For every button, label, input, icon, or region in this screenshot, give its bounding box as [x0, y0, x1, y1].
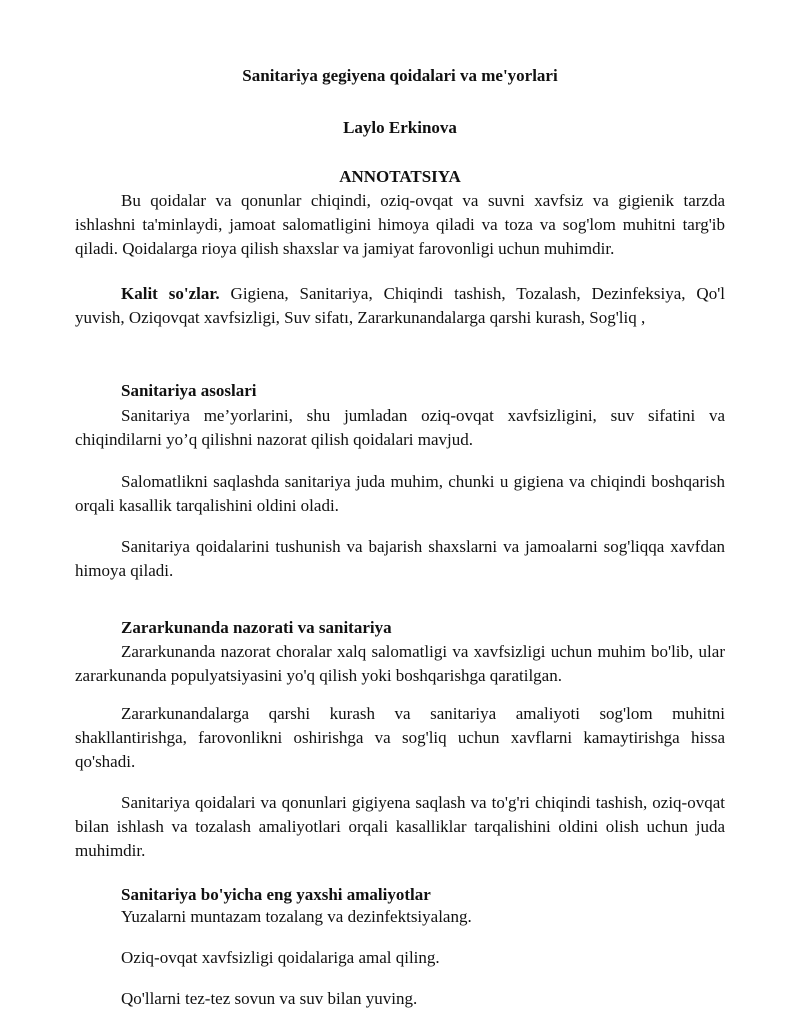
list-item: Yuzalarni muntazam tozalang va dezinfektsiyalang. [121, 907, 472, 926]
section-heading: Sanitariya bo'yicha eng yaxshi amaliyotlar [121, 885, 431, 904]
section-paragraph: Salomatlikni saqlashda sanitariya juda muhim, chunki u gigiena va chiqindi boshqarish orqali kasallik tarqalishini oldini oladi. [75, 472, 725, 515]
section-paragraph: Sanitariya qoidalarini tushunish va bajarish shaxslarni va jamoalarni sog'liqqa xavfdan himoya qiladi. [75, 537, 725, 580]
section-paragraph: Sanitariya me’yorlarini, shu jumladan oziq-ovqat xavfsizligini, suv sifatini va chiqindilarni yo’q qilishni nazorat qilish qoidalari mavjud. [75, 406, 725, 449]
keywords-paragraph [75, 282, 725, 330]
author-name: Laylo Erkinova [343, 118, 457, 137]
section-paragraph: Sanitariya qoidalari va qonunlari gigiyena saqlash va to'g'ri chiqindi tashish, oziq-ovqat bilan ishlash va tozalash amaliyotlari orqali kasalliklar tarqalishini oldini olish uchun juda muhimdir. [75, 793, 725, 860]
section-paragraph: Zararkunanda nazorat choralar xalq salomatligi va xavfsizligi uchun muhim bo'lib, ular zararkunanda populyatsiyasini yo'q qilish yoki boshqarishga qaratilgan. [75, 642, 725, 685]
keywords-text: Gigiena, Sanitariya, Chiqindi tashish, Tozalash, Dezinfeksiya, Qo'l yuvish, Oziqovqat xavfsizligi, Suv sifatı, Zararkunandalarga qarshi kurash, Sog'liq , [75, 284, 725, 327]
list-item: Qo'llarni tez-tez sovun va suv bilan yuving. [121, 989, 418, 1008]
section-paragraph: Zararkunandalarga qarshi kurash va sanitariya amaliyoti sog'lom muhitni shakllantirishga, farovonlikni oshirishga va sog'liq uchun xavflarni kamaytirishga hissa qo'shadi. [75, 704, 725, 771]
annotation-heading: ANNOTATSIYA [339, 167, 461, 186]
section-heading: Zararkunanda nazorati va sanitariya [121, 618, 392, 637]
annotation-text: Bu qoidalar va qonunlar chiqindi, oziq-ovqat va suvni xavfsiz va gigienik tarzda ishlashni ta'minlaydi, jamoat salomatligini himoya qiladi va toza va sog'lom muhitni targ'ib qiladi. Qoidalarga rioya qilish shaxslar va jamiyat farovonligi uchun muhimdir. [75, 191, 725, 258]
keywords-label: Kalit so'zlar. [121, 284, 220, 303]
list-item: Oziq-ovqat xavfsizligi qoidalariga amal qiling. [121, 948, 440, 967]
document-title: Sanitariya gegiyena qoidalari va me'yorlari [242, 66, 558, 85]
section-heading: Sanitariya asoslari [121, 381, 257, 400]
